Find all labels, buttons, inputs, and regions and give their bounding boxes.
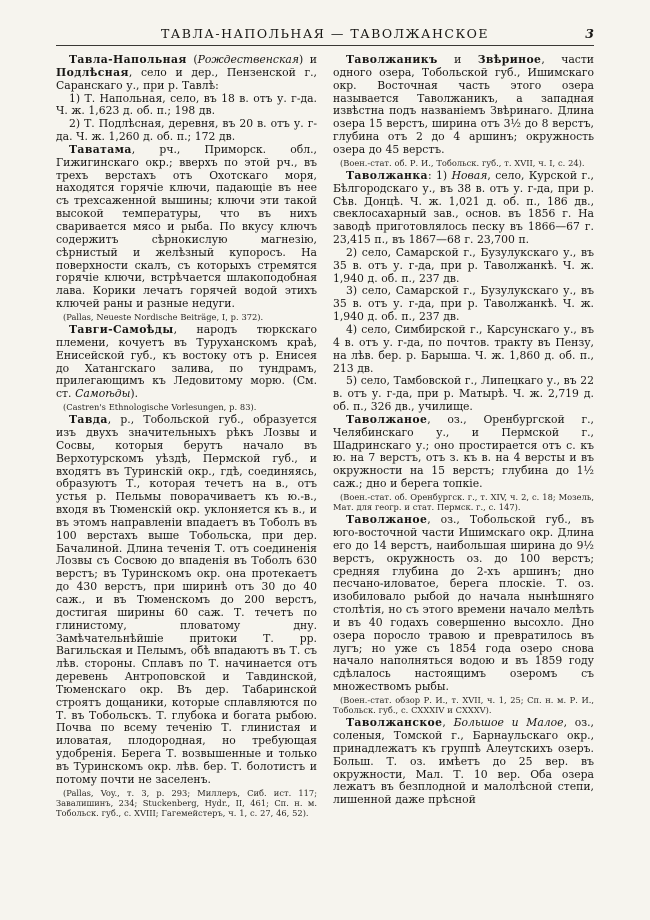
entry-headword: Тавги-Самоѣды	[69, 322, 174, 336]
entry-paragraph	[333, 375, 594, 414]
entry-text-italic: Рождественская	[197, 53, 299, 66]
entry-paragraph	[56, 414, 317, 786]
entry-text: , рч., Приморск. обл., Гижигинскаго окр.; вверхъ по этой рч., въ трехъ верстахъ отъ Охотскаго моря, находятся горячіе ключи, падающіе въ нее съ трехсаженной вышины; ключи эти такой высокой температуры, что въ нихъ сваривается мясо и рыба. По вкусу ключъ содержитъ сѣрнокислую магнезію, сѣрнистый и желѣзный купоросъ. На поверхности скалъ, съ которыхъ стремятся горячіе ключи, встрѣчается шлакоподобная лава. Корики лечатъ горячей водой этихъ ключей раны и разные недуги.	[56, 142, 317, 311]
entry-headword: Таволжаное	[346, 513, 428, 527]
entry-headword: Подлѣсная	[56, 65, 129, 79]
entry-text: 3) село, Самарской г., Бузулукскаго у., въ 35 в. отъ у. г-да, при р. Таволжанкѣ. Ч. ж. 1,940 д. об. п., 237 дв.	[333, 284, 594, 324]
entry-headword: Таволжанское	[346, 716, 443, 730]
entry-paragraph	[333, 514, 594, 694]
entry-text: 5) село, Тамбовской г., Липецкаго у., въ 22 в. отъ у. г-да, при р. Матырѣ. Ч. ж. 2,719 д. об. п., 326 дв., училище.	[333, 374, 594, 414]
entry-text-italic: Новая	[451, 168, 488, 182]
entry-paragraph	[333, 247, 594, 286]
entry-text: ,	[442, 716, 454, 730]
entry-text: : 1)	[427, 168, 452, 182]
source-citation	[333, 158, 594, 168]
entry-paragraph	[56, 93, 317, 119]
entry-text: 2) село, Самарской г., Бузулукскаго у., въ 35 в. отъ у. г-да, при р. Таволжанкѣ. Ч. ж. 1,940 д. об. п., 237 дв.	[333, 245, 594, 285]
entry-headword: Таволжанка	[346, 168, 428, 182]
source-citation	[333, 695, 594, 715]
entry-paragraph	[56, 144, 317, 311]
entry-text: (Воен.-стат. об. Оренбургск. г., т. XIV, ч. 2, с. 18; Мозель, Мат. для геогр. и стат. Пермск. г., с. 147).	[333, 491, 594, 513]
entry-text-italic: Самоѣды	[75, 387, 131, 401]
entry-text: , село и дер., Пензенской г., Саранскаго у., при р. Тавлѣ:	[56, 65, 317, 92]
running-header	[56, 26, 594, 46]
entry-text-italic: Большое и Малое	[453, 716, 564, 730]
entry-paragraph	[333, 324, 594, 375]
entry-text: (	[186, 53, 198, 66]
entry-headword: Таватама	[69, 142, 132, 156]
page-number: 3	[585, 26, 594, 41]
entry-text: (Воен.-стат. об. Р. И., Тобольск. губ., т. XVII, ч. I, с. 24).	[340, 157, 585, 168]
source-citation	[56, 312, 317, 322]
entry-text: , р., Тобольской губ., образуется изъ двухъ значительныхъ рѣкъ Лозвы и Сосвы, которыя берутъ начало въ Верхотурскомъ уѣздѣ, Пермской губ., и входятъ въ Туринскій окр., гдѣ, соединяясь, образуютъ Т., которая течетъ на в., отъ устья р. Пельмы поворачиваетъ къ ю.-в., входя въ Тюменскій окр. уклоняется къ в., и въ этомъ направленіи впадаетъ въ Тоболъ въ 100 верстахъ выше Тобольска, при дер. Бачалиной. Длина теченія Т. отъ соединенія Лозвы съ Сосвою до впаденія въ Тоболъ 630 верстъ; въ Туринскомъ окр. она протекаетъ до 430 верстъ, при ширинѣ отъ 30 до 40 саж., и въ Тюменскомъ до 200 верстъ, достигая ширины 60 саж. Т. течетъ по глинистому, пловатому дну. Замѣчательнѣйшіе притоки Т. рр. Вагильская и Пелымъ, обѣ впадаютъ въ Т. съ лѣв. стороны. Сплавъ по Т. начинается отъ деревень Антроповской и Тавдинской, Тюменскаго окр. Въ дер. Табаринской строятъ дощаники, которые сплавляются по Т. въ Тобольскъ. Т. глубока и богата рыбою. Почва по всему теченію Т. глинистая и иловатая, плодородная, но требующая удобренія. Берега Т. возвышенные и только въ Туринскомъ окр. лѣв. бер. Т. болотистъ и потому почти не заселенъ.	[56, 413, 317, 786]
entry-paragraph	[333, 54, 594, 157]
entry-text: 4) село, Симбирской г., Карсунскаго у., въ 4 в. отъ у. г-да, по почтов. тракту въ Пензу, на лѣв. бер. р. Барыша. Ч. ж. 1,860 д. об. п., 213 дв.	[333, 322, 594, 375]
entry-text: , оз., Оренбургской г., Челябинскаго у., и Пермской г., Шадринскаго у.; оно простирается отъ с. къ ю. на 7 верстъ, отъ з. къ в. на 4 версты и въ окружности на 15 верстъ; глубина до 1½ саж.; дно и берега топкіе.	[333, 412, 594, 491]
entry-paragraph	[333, 414, 594, 491]
left-column	[56, 54, 317, 820]
entry-paragraph	[333, 285, 594, 324]
entry-text: (Pallas, Voy., т. 3, р. 293; Миллеръ, Сиб. ист. 117; Завалишинъ, 234; Stuckenberg, Hydr., II, 461; Сп. н. м. Тобольск. губ., с. XVIII; Гагемейстеръ, ч. 1, с. 27, 46, 52).	[56, 787, 317, 818]
entry-text: , оз., соленыя, Томской г., Барнаульскаго окр., принадлежатъ къ группѣ Алеутскихъ озеръ. Больш. Т. оз. имѣетъ до 25 вер. въ окружности, Мал. Т. 10 вер. Оба озера лежатъ въ безплодной и малолѣсной степи, лишенной даже прѣсной	[333, 716, 594, 807]
entry-headword: Тавла-Напольная	[69, 53, 187, 66]
source-citation	[56, 788, 317, 818]
entry-paragraph	[56, 324, 317, 401]
entry-headword: Таволжаное	[346, 412, 428, 426]
entry-paragraph	[56, 118, 317, 144]
entry-headword: Таволжаникъ	[346, 53, 438, 66]
page-content	[56, 54, 594, 820]
entry-text: ) и	[298, 53, 317, 66]
entry-paragraph	[333, 170, 594, 247]
entry-text: , оз., Тобольской губ., въ юго-восточной части Ишимскаго окр. Длина его до 14 верстъ, наибольшая ширина до 9½ верстъ, окружность оз. до 100 верстъ; средняя глубина до 2-хъ аршинъ; дно песчано-иловатое, берега плоскіе. Т. оз. изобиловало рыбой до начала нынѣшняго столѣтія, но съ этого времени начало мелѣть и въ 40 годахъ совершенно высохло. Дно озера поросло травою и превратилось въ лугъ; но уже съ 1854 года озеро снова начало наполняться водою и въ 1859 году сдѣлалось настоящимъ озеромъ съ множествомъ рыбы.	[333, 513, 594, 694]
entry-text: ).	[130, 387, 139, 401]
entry-text: , село, Курской г., Бѣлгородскаго у., въ 38 в. отъ у. г-да, при р. Сѣв. Донцѣ. Ч. ж. 1,021 д. об. п., 186 дв., свеклосахарный зав., основ. въ 1856 г. На заводѣ приготовлялось песку въ 1866—67 г. 23,415 п., въ 1867—68 г. 23,700 п.	[333, 168, 594, 247]
entry-text: (Castren's Ethnologische Vorlesungen, p. 83).	[63, 402, 257, 413]
source-citation	[333, 492, 594, 512]
entry-text: 1) Т. Напольная, село, въ 18 в. отъ у. г-да. Ч. ж. 1,623 д. об. п.; 198 дв.	[56, 91, 317, 118]
header-title: ТАВЛА-НАПОЛЬНАЯ — ТАВОЛЖАНСКОЕ	[160, 26, 490, 41]
entry-paragraph	[333, 717, 594, 807]
entry-text: (Воен.-стат. обзор Р. И., т. XVII, ч. 1, 25; Сп. н. м. Р. И., Тобольск. губ., с. CXXXIV и CXXXV).	[333, 694, 594, 716]
entry-text: и	[437, 53, 478, 66]
source-citation	[56, 402, 317, 412]
entry-paragraph	[56, 54, 317, 93]
entry-headword: Звѣриное	[477, 53, 542, 66]
entry-text: , народъ тюркскаго племени, кочуетъ въ Туруханскомъ краѣ, Енисейской губ., къ востоку отъ р. Енисея до Хатангскаго залива, по тундрамъ, прилегающимъ къ Ледовитому морю. (См. ст.	[56, 322, 317, 401]
entry-text: (Pallas, Neueste Nordische Beiträge, I, p. 372).	[63, 311, 264, 322]
entry-text: 2) Т. Подлѣсная, деревня, въ 20 в. отъ у. г-да. Ч. ж. 1,260 д. об. п.; 172 дв.	[56, 117, 317, 144]
entry-text: , части одного озера, Тобольской губ., Ишимскаго окр. Восточная часть этого озера называется Таволжаникъ, а западная извѣстна подъ названіемъ Звѣринаго. Длина озера 15 верстъ, ширина отъ 3½ до 8 верстъ, глубина отъ 2 до 4 аршинъ; окружность озера до 45 верстъ.	[333, 53, 595, 156]
entry-headword: Тавда	[69, 413, 108, 427]
right-column	[333, 54, 594, 820]
